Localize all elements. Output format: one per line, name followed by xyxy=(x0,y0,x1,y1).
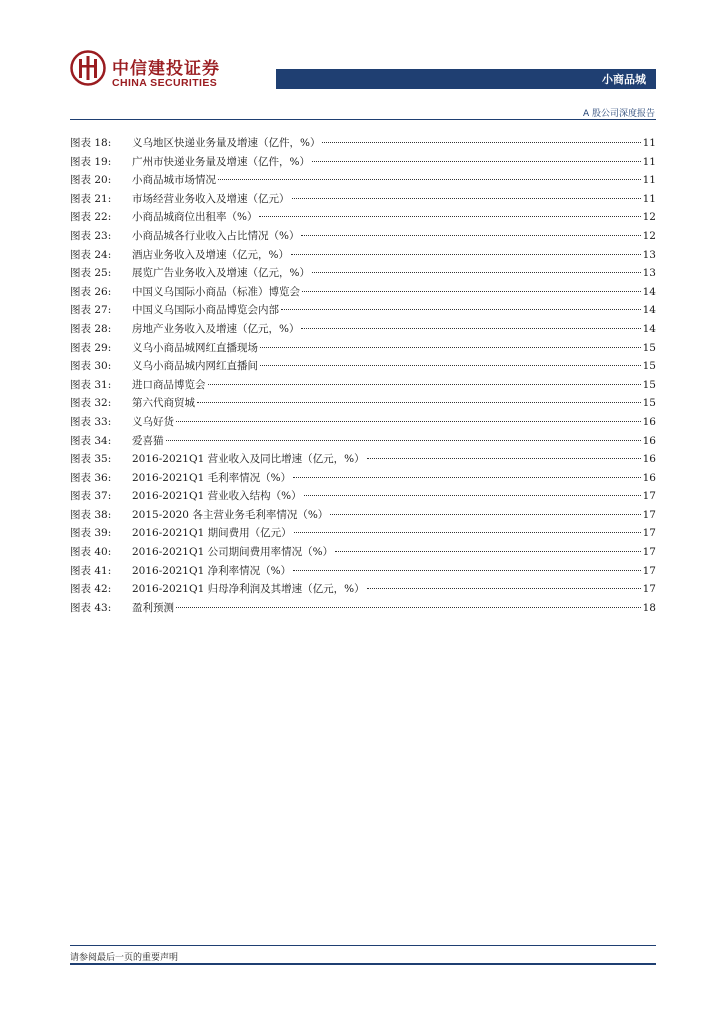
figure-title: 市场经营业务收入及增速（亿元） xyxy=(132,192,290,205)
footer-divider-bottom xyxy=(70,963,656,965)
figure-list-item[interactable] xyxy=(70,543,656,562)
dot-leader xyxy=(312,161,641,162)
figure-title: 义乌地区快递业务量及增速（亿件，%） xyxy=(132,137,321,149)
figure-number: 图表 39: xyxy=(70,527,112,540)
figure-title: 展览广告业务收入及增速（亿元，%） xyxy=(132,267,310,280)
figure-list-item[interactable] xyxy=(70,376,656,395)
figure-number: 图表 32: xyxy=(70,397,112,410)
figure-list-item[interactable] xyxy=(70,357,656,376)
figure-number: 图表 22: xyxy=(70,211,112,224)
figure-title: 中国义乌国际小商品（标准）博览会 xyxy=(132,285,300,298)
dot-leader xyxy=(301,235,640,236)
dot-leader xyxy=(260,347,641,348)
figure-title: 2016-2021Q1 营业收入及同比增速（亿元，%） xyxy=(132,453,365,466)
figure-title: 2016-2021Q1 净利率情况（%） xyxy=(132,564,292,577)
figure-title: 2016-2021Q1 归母净利润及其增速（亿元，%） xyxy=(132,583,365,596)
figure-title: 酒店业务收入及增速（亿元，%） xyxy=(132,248,289,261)
figure-list-item[interactable] xyxy=(70,208,656,227)
figure-page-number: 14 xyxy=(642,322,656,335)
figure-number: 图表 23: xyxy=(70,229,112,242)
figure-list-item[interactable] xyxy=(70,264,656,283)
figure-page-number: 13 xyxy=(642,267,656,280)
dot-leader xyxy=(294,532,641,533)
figure-page-number: 12 xyxy=(642,211,656,224)
figure-page-number: 17 xyxy=(642,546,656,559)
figure-list-item[interactable] xyxy=(70,487,656,506)
figure-page-number: 16 xyxy=(642,471,656,484)
figure-list-item[interactable] xyxy=(70,506,656,525)
figure-list-item[interactable] xyxy=(70,432,656,451)
figure-list-item[interactable] xyxy=(70,580,656,599)
figure-list-item[interactable] xyxy=(70,394,656,413)
header-divider xyxy=(70,119,656,120)
figure-number: 图表 30: xyxy=(70,360,112,373)
figure-list-item[interactable] xyxy=(70,301,656,320)
figure-list-item[interactable] xyxy=(70,599,656,618)
figure-page-number: 11 xyxy=(642,155,656,168)
dot-leader xyxy=(302,291,641,292)
figure-list-item[interactable] xyxy=(70,190,656,209)
dot-leader xyxy=(367,458,641,459)
figure-page-number: 18 xyxy=(642,601,656,614)
dot-leader xyxy=(335,551,641,552)
figure-page-number: 11 xyxy=(642,137,656,149)
figure-number: 图表 18: xyxy=(70,137,112,149)
figure-list-item[interactable] xyxy=(70,171,656,190)
figure-title: 2016-2021Q1 公司期间费用率情况（%） xyxy=(132,546,334,559)
figure-list-item[interactable] xyxy=(70,450,656,469)
figure-page-number: 14 xyxy=(642,304,656,317)
figure-number: 图表 40: xyxy=(70,546,112,559)
footer-disclaimer: 请参阅最后一页的重要声明 xyxy=(70,953,179,963)
figure-page-number: 13 xyxy=(642,248,656,261)
figure-number: 图表 21: xyxy=(70,192,112,205)
company-name: 小商品城 xyxy=(602,73,646,86)
dot-leader xyxy=(367,588,641,589)
figure-number: 图表 20: xyxy=(70,174,112,187)
figure-number: 图表 34: xyxy=(70,434,112,447)
figure-title: 义乌小商品城网红直播现场 xyxy=(132,341,258,354)
figure-title: 义乌小商品城内网红直播间 xyxy=(132,360,258,373)
figure-page-number: 17 xyxy=(642,583,656,596)
figure-page-number: 15 xyxy=(642,341,656,354)
figure-list-item[interactable] xyxy=(70,227,656,246)
figure-number: 图表 37: xyxy=(70,490,112,503)
figure-list-item[interactable] xyxy=(70,339,656,358)
footer-divider xyxy=(70,945,656,946)
figure-number: 图表 25: xyxy=(70,267,112,280)
figure-page-number: 16 xyxy=(642,453,656,466)
figure-page-number: 17 xyxy=(642,508,656,521)
figure-title: 第六代商贸城 xyxy=(132,397,195,410)
dot-leader xyxy=(166,440,641,441)
dot-leader xyxy=(322,142,640,143)
figure-list-item[interactable] xyxy=(70,562,656,581)
figure-number: 图表 27: xyxy=(70,304,112,317)
figure-page-number: 14 xyxy=(642,285,656,298)
figure-number: 图表 33: xyxy=(70,415,112,428)
dot-leader xyxy=(291,254,641,255)
header-bar xyxy=(276,69,656,89)
dot-leader xyxy=(312,272,641,273)
figure-page-number: 17 xyxy=(642,564,656,577)
dot-leader xyxy=(293,477,641,478)
figure-page-number: 11 xyxy=(642,174,656,187)
figure-list-item[interactable] xyxy=(70,246,656,265)
dot-leader xyxy=(281,309,641,310)
figure-title: 盈利预测 xyxy=(132,601,174,614)
figure-title: 2016-2021Q1 营业收入结构（%） xyxy=(132,490,302,503)
figure-number: 图表 28: xyxy=(70,322,112,335)
dot-leader xyxy=(292,198,641,199)
figure-title: 义乌好货 xyxy=(132,415,174,428)
figure-page-number: 15 xyxy=(642,360,656,373)
figure-number: 图表 38: xyxy=(70,508,112,521)
dot-leader xyxy=(304,495,641,496)
figure-number: 图表 19: xyxy=(70,155,112,168)
dot-leader xyxy=(218,179,641,180)
figure-list-item[interactable] xyxy=(70,134,656,153)
logo-english-name: CHINA SECURITIES xyxy=(112,77,218,89)
logo-chinese-name: 中信建投证券 xyxy=(112,59,220,79)
figure-page-number: 15 xyxy=(642,397,656,410)
figure-title: 房地产业务收入及增速（亿元，%） xyxy=(132,322,300,335)
figure-title: 2016-2021Q1 毛利率情况（%） xyxy=(132,471,292,484)
figure-list-item[interactable] xyxy=(70,320,656,339)
figure-list-item[interactable] xyxy=(70,524,656,543)
figure-title: 2016-2021Q1 期间费用（亿元） xyxy=(132,527,292,540)
figure-list xyxy=(70,134,656,617)
dot-leader xyxy=(293,570,641,571)
figure-number: 图表 24: xyxy=(70,248,112,261)
figure-page-number: 12 xyxy=(642,229,656,242)
china-securities-logo-icon xyxy=(70,50,106,86)
figure-number: 图表 26: xyxy=(70,285,112,298)
figure-title: 爱喜猫 xyxy=(132,434,164,447)
figure-page-number: 15 xyxy=(642,378,656,391)
dot-leader xyxy=(208,384,641,385)
figure-title: 小商品城市场情况 xyxy=(132,174,216,187)
figure-number: 图表 36: xyxy=(70,471,112,484)
figure-title: 小商品城商位出租率（%） xyxy=(132,211,258,224)
dot-leader xyxy=(197,402,641,403)
figure-list-item[interactable] xyxy=(70,153,656,172)
figure-number: 图表 42: xyxy=(70,583,112,596)
report-type: A 股公司深度报告 xyxy=(582,109,655,119)
figure-number: 图表 29: xyxy=(70,341,112,354)
company-logo xyxy=(70,50,270,96)
figure-page-number: 17 xyxy=(642,490,656,503)
figure-number: 图表 41: xyxy=(70,564,112,577)
figure-page-number: 16 xyxy=(642,415,656,428)
dot-leader xyxy=(176,421,641,422)
dot-leader xyxy=(176,607,641,608)
figure-title: 进口商品博览会 xyxy=(132,378,206,391)
figure-list-item[interactable] xyxy=(70,469,656,488)
figure-title: 广州市快递业务量及增速（亿件，%） xyxy=(132,155,310,168)
figure-number: 图表 31: xyxy=(70,378,112,391)
figure-title: 小商品城各行业收入占比情况（%） xyxy=(132,229,300,242)
figure-number: 图表 35: xyxy=(70,453,112,466)
dot-leader xyxy=(301,328,640,329)
figure-page-number: 17 xyxy=(642,527,656,540)
dot-leader xyxy=(260,365,641,366)
figure-number: 图表 43: xyxy=(70,601,112,614)
figure-title: 中国义乌国际小商品博览会内部 xyxy=(132,304,279,317)
figure-list-item[interactable] xyxy=(70,413,656,432)
dot-leader xyxy=(330,514,640,515)
figure-page-number: 11 xyxy=(642,192,656,205)
figure-title: 2015-2020 各主营业务毛利率情况（%） xyxy=(132,508,329,521)
dot-leader xyxy=(259,216,640,217)
figure-page-number: 16 xyxy=(642,434,656,447)
figure-list-item[interactable] xyxy=(70,283,656,302)
